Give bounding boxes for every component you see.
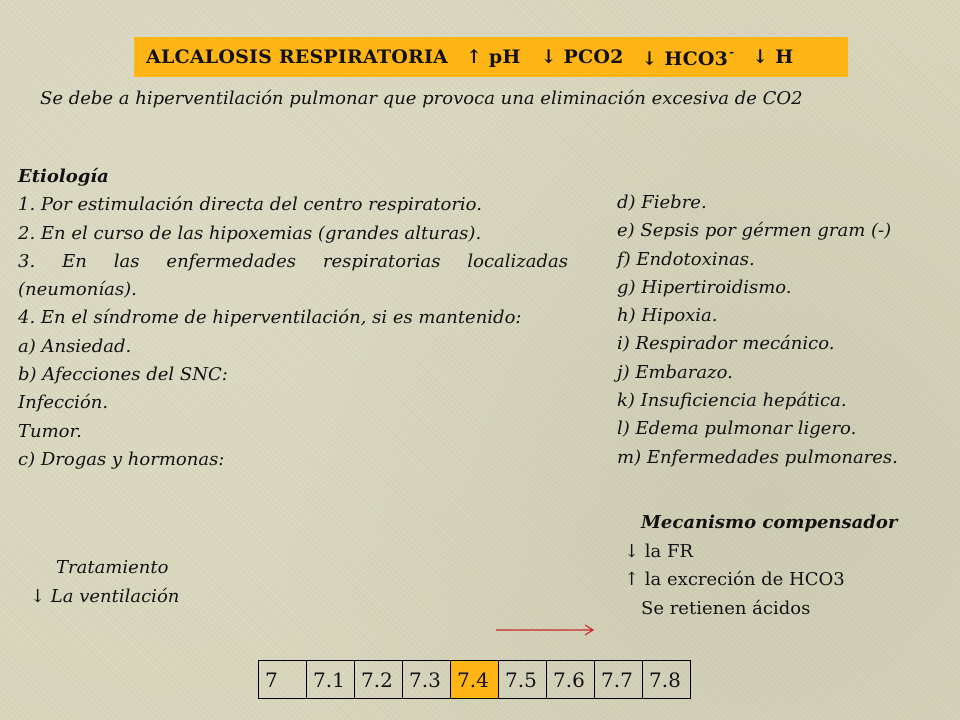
ph-cell: 7.6: [547, 661, 595, 699]
etiologia-item: Infección.: [18, 392, 109, 414]
ph-scale-row: [259, 661, 691, 699]
etiologia-item: d) Fiebre.: [617, 192, 707, 213]
ph-indicator: ↑ pH: [466, 46, 521, 68]
etiologia-item: Tumor.: [18, 420, 82, 442]
etiologia-item: i) Respirador mecánico.: [617, 333, 835, 355]
subtitle: Se debe a hiperventilación pulmonar que provoca una eliminación excesiva de CO2: [40, 88, 803, 109]
etiologia-item: k) Insuficiencia hepática.: [617, 390, 847, 412]
etiologia-item: c) Drogas y hormonas:: [18, 448, 225, 470]
hco3-indicator: [642, 45, 735, 70]
hco3-text: ↓ HCO3: [641, 47, 729, 70]
mecanismo-line: Se retienen ácidos: [641, 597, 811, 619]
ph-cell-highlighted: 7.4: [451, 661, 499, 699]
mecanismo-heading: Mecanismo compensador: [641, 512, 898, 533]
etiologia-item: m) Enfermedades pulmonares.: [617, 446, 898, 468]
tratamiento-heading: Tratamiento: [56, 557, 169, 578]
title-bar: [134, 37, 848, 77]
etiologia-item: g) Hipertiroidismo.: [617, 276, 792, 298]
tratamiento-line: ↓ La ventilación: [30, 586, 180, 607]
etiologia-item: j) Embarazo.: [617, 361, 733, 383]
etiologia-section: [18, 163, 568, 474]
title-text: ALCALOSIS RESPIRATORIA: [146, 46, 448, 68]
etiologia-item: h) Hipoxia.: [617, 305, 718, 327]
mecanismo-line: ↑ la excreción de HCO3: [624, 569, 845, 590]
etiologia-item: 2. En el curso de las hipoxemias (grandes alturas).: [18, 222, 482, 244]
etiologia-item: f) Endotoxinas.: [617, 248, 755, 270]
ph-cell: 7.7: [595, 661, 643, 699]
ph-scale-table: [258, 660, 691, 699]
ph-cell: 7.1: [307, 661, 355, 699]
hco3-charge: -: [729, 44, 735, 59]
pco2-indicator: ↓ PCO2: [540, 46, 624, 68]
h-indicator: ↓ H: [752, 46, 794, 68]
etiologia-continued: [617, 189, 898, 472]
ph-cell: 7.2: [355, 661, 403, 699]
etiologia-item: 4. En el síndrome de hiperventilación, si es mantenido:: [18, 307, 522, 329]
etiologia-item: 3. En las enfermedades respiratorias localizadas (neumonías).: [18, 250, 568, 301]
ph-cell: 7.3: [403, 661, 451, 699]
ph-cell: 7: [259, 661, 307, 699]
red-right-arrow-icon: [496, 622, 596, 638]
etiologia-item: b) Afecciones del SNC:: [18, 364, 228, 386]
etiologia-item: l) Edema pulmonar ligero.: [617, 418, 857, 440]
etiologia-item: a) Ansiedad.: [18, 335, 132, 357]
mecanismo-section: [624, 509, 897, 623]
mecanismo-line: ↓ la FR: [624, 540, 694, 562]
etiologia-item: e) Sepsis por gérmen gram (-): [617, 220, 892, 242]
tratamiento-section: [30, 553, 179, 611]
ph-cell: 7.5: [499, 661, 547, 699]
etiologia-item: 1. Por estimulación directa del centro respiratorio.: [18, 194, 482, 216]
etiologia-heading: Etiología: [18, 166, 109, 187]
ph-cell: 7.8: [643, 661, 691, 699]
